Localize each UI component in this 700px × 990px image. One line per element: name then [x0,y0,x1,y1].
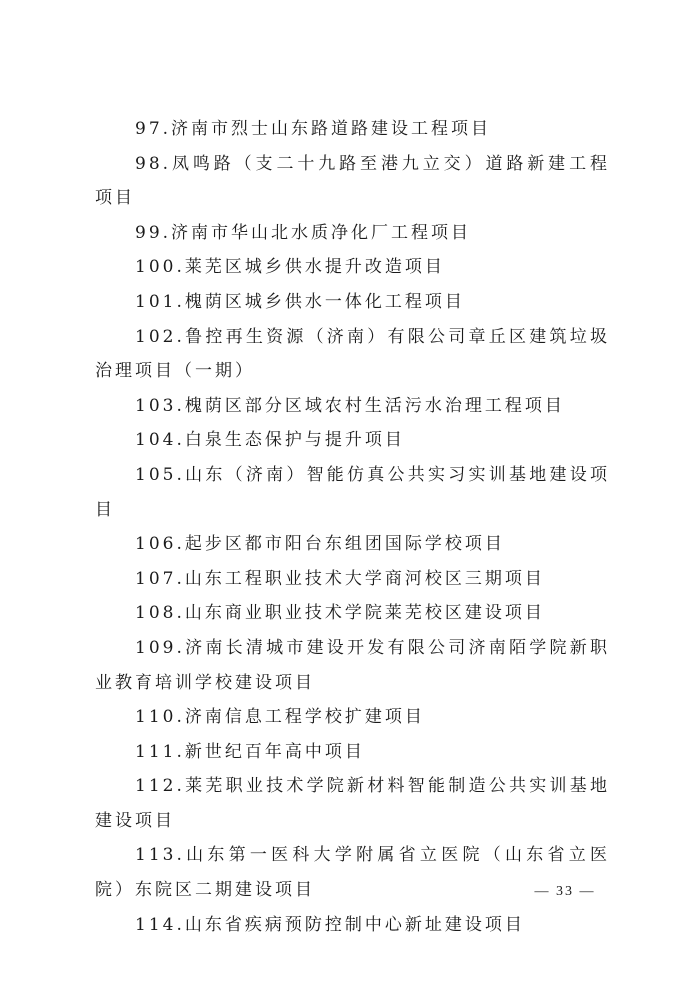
list-item: 104.白泉生态保护与提升项目 [135,430,405,451]
list-item: 100.莱芜区城乡供水提升改造项目 [135,257,445,278]
list-item: 107.山东工程职业技术大学商河校区三期项目 [135,568,545,589]
project-list [95,112,610,942]
list-item: 103.槐荫区部分区域农村生活污水治理工程项目 [135,395,565,416]
list-item: 97.济南市烈士山东路道路建设工程项目 [135,119,492,139]
list-item: 109.济南长清城市建设开发有限公司济南陌学院新职业教育培训学校建设项目 [95,637,610,693]
list-item: 105.山东（济南）智能仿真公共实习实训基地建设项目 [95,464,610,520]
list-item: 113.山东第一医科大学附属省立医院（山东省立医院）东院区二期建设项目 [95,845,610,901]
list-item: 101.槐荫区城乡供水一体化工程项目 [135,291,465,312]
list-item: 111.新世纪百年高中项目 [135,741,365,762]
list-item: 112.莱芜职业技术学院新材料智能制造公共实训基地建设项目 [95,776,610,831]
list-item: 110.济南信息工程学校扩建项目 [135,707,425,728]
list-item: 108.山东商业职业技术学院莱芜校区建设项目 [135,603,545,624]
list-item: 102.鲁控再生资源（济南）有限公司章丘区建筑垃圾治理项目（一期） [95,326,610,382]
list-item: 106.起步区都市阳台东组团国际学校项目 [135,534,505,555]
page-number: — 33 — [534,884,596,899]
list-item: 114.山东省疾病预防控制中心新址建设项目 [135,914,525,935]
list-item: 98.凤鸣路（支二十九路至港九立交）道路新建工程项目 [95,153,610,209]
list-item: 99.济南市华山北水质净化厂工程项目 [135,222,472,243]
